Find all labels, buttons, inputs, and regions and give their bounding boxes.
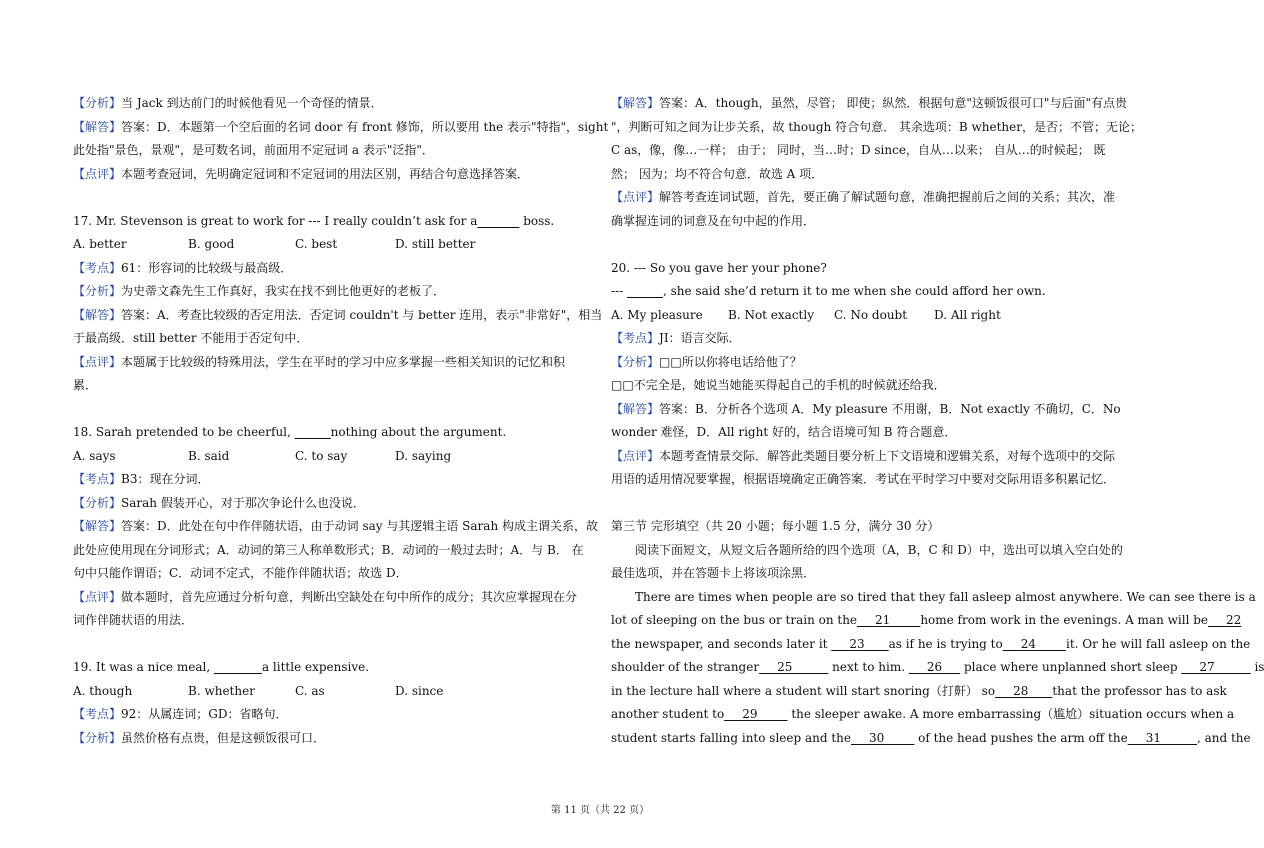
- blank-26: ___26___: [908, 660, 961, 674]
- blank-30: ___30_____: [851, 730, 915, 745]
- q19-option-b: B. whether: [188, 683, 255, 698]
- passage-line-6: another student to___29_____ the sleeper awake. A more embarrassing（尴尬）situation occurs when a: [611, 707, 1235, 721]
- q16-answer-cont: 此处指"景色，景观"，是可数名词，前面用不定冠词 a 表示"泛指"．: [73, 143, 434, 157]
- q19-stem: 19. It was a nice meal, ________a little expensive.: [73, 660, 370, 674]
- q17-option-d: D. still better: [395, 237, 476, 251]
- q20-option-c: C. No doubt: [834, 307, 908, 322]
- q17-stem: 17. Mr. Stevenson is great to work for --- I really couldn’t ask for a_______ boss.: [73, 213, 555, 228]
- q17-options: [73, 233, 591, 257]
- q18-option-a: A. says: [73, 448, 116, 463]
- q18-answer-cont-2: 句中只能作谓语；C．动词不定式，不能作伴随状语；故选 D．: [73, 566, 408, 580]
- q18-option-d: D. saying: [395, 448, 452, 463]
- q20-keypoint: 【考点】JI：语言交际．: [611, 331, 741, 345]
- q18-comment: 【点评】做本题时，首先应通过分析句意，判断出空缺处在句中所作的成分；其次应掌握现在分: [73, 589, 578, 604]
- q19-answer-cont-1: "，判断可知之间为让步关系，故 though 符合句意． 其余选项：B whether，是否；不管；无论；: [611, 119, 1143, 134]
- q18-answer: 【解答】答案：D．此处在句中作伴随状语，由于动词 say 与其逻辑主语 Sarah 构成主谓关系，故: [73, 519, 598, 533]
- q17-comment-cont: 累．: [73, 378, 98, 392]
- blank-21: ___21_____: [857, 613, 921, 627]
- passage-line-4: shoulder of the stranger___25______ next to him. ___26___ place where unplanned short sleep ___27______ is: [611, 660, 1264, 674]
- q20-option-a: A. My pleasure: [611, 307, 703, 322]
- q16-comment: 【点评】本题考查冠词，先明确定冠词和不定冠词的用法区别，再结合句意选择答案．: [73, 166, 530, 181]
- cloze-instruction: 阅读下面短文，从短文后各题所给的四个选项（A，B，C 和 D）中，选出可以填入空白处的: [635, 542, 1123, 557]
- blank-29: ___29_____: [724, 707, 788, 721]
- q18-keypoint: 【考点】B3：现在分词．: [73, 472, 210, 486]
- blank-24: ___24_____: [1002, 636, 1066, 651]
- q16-answer: 【解答】答案：D．本题第一个空后面的名词 door 有 front 修饰，所以要用 the 表示"特指"，sight: [73, 119, 609, 134]
- cloze-instruction-cont: 最佳选项，并在答题卡上将该项涂黑．: [611, 566, 816, 580]
- q19-comment: 【点评】解答考查连词试题，首先，要正确了解试题句意，准确把握前后之间的关系；其次，准: [611, 190, 1116, 204]
- q19-comment-cont: 确掌握连词的词意及在句中起的作用．: [611, 213, 816, 228]
- q20-analysis: 【分析】□□所以你将电话给他了？: [611, 354, 802, 369]
- q18-options: [73, 445, 591, 469]
- q20-option-d: D. All right: [934, 307, 1001, 322]
- right-column: [611, 92, 1264, 750]
- q17-option-c: C. best: [295, 237, 338, 251]
- q19-answer-cont-3: 然； 因为；均不符合句意．故选 A 项．: [611, 166, 824, 181]
- q18-analysis: 【分析】Sarah 假装开心，对于那次争论什么也没说．: [73, 495, 365, 510]
- q19-options: [73, 680, 591, 704]
- q18-stem: 18. Sarah pretended to be cheerful, ______nothing about the argument.: [73, 425, 507, 439]
- q19-answer: 【解答】答案：A．though，虽然，尽管； 即使；纵然．根据句意"这顿饭很可口"与后面"有点贵: [611, 96, 1127, 110]
- blank-31: ___31______: [1127, 730, 1197, 745]
- q17-answer: 【解答】答案：A．考查比较级的否定用法．否定词 couldn't 与 better 连用，表示"非常好"，相当: [73, 307, 603, 322]
- passage-line-3: the newspaper, and seconds later it ___23____as if he is trying to___24_____it. Or he will fall asleep on the: [611, 636, 1251, 651]
- blank-25: ___25______: [759, 660, 829, 674]
- q20-comment: 【点评】本题考查情景交际．解答此类题目要分析上下文语境和逻辑关系，对每个选项中的交际: [611, 448, 1116, 463]
- q17-option-b: B. good: [188, 237, 235, 251]
- q19-analysis: 【分析】虽然价格有点贵，但是这顿饭很可口．: [73, 730, 326, 745]
- q19-option-c: C. as: [295, 683, 325, 698]
- passage-line-2: lot of sleeping on the bus or train on the___21_____home from work in the evenings. A man will be___22: [611, 613, 1242, 627]
- q20-analysis-cont: □□不完全是，她说当她能买得起自己的手机的时候就还给我．: [611, 378, 946, 392]
- q20-comment-cont: 用语的适用情况要掌握，根据语境确定正确答案．考试在平时学习中要对交际用语多积累记忆．: [611, 472, 1116, 486]
- blank-28: ___28____: [995, 683, 1053, 698]
- q19-option-d: D. since: [395, 683, 444, 698]
- blank-27: ___27______: [1181, 660, 1251, 674]
- q20-stem: 20. --- So you gave her your phone?: [611, 260, 827, 275]
- q20-answer-cont: wonder 难怪，D．All right 好的，结合语境可知 B 符合题意．: [611, 425, 957, 439]
- passage-line-5: in the lecture hall where a student will start snoring（打鼾） so___28____that the professor has to ask: [611, 683, 1227, 698]
- q20-stem-reply: --- ______, she said she’d return it to me when she could afford her own.: [611, 284, 1046, 298]
- q18-option-c: C. to say: [295, 448, 348, 463]
- q17-answer-cont: 于最高级．still better 不能用于否定句中．: [73, 331, 309, 345]
- q18-answer-cont-1: 此处应使用现在分词形式；A．动词的第三人称单数形式；B．动词的一般过去时；A．与 B． 在: [73, 542, 584, 557]
- q18-option-b: B. said: [188, 448, 230, 463]
- section-title: 第三节 完形填空（共 20 小题；每小题 1.5 分，满分 30 分）: [611, 519, 940, 533]
- q17-keypoint: 【考点】61：形容词的比较级与最高级．: [73, 260, 293, 275]
- q18-comment-cont: 词作伴随状语的用法．: [73, 613, 194, 627]
- left-column: [73, 92, 609, 750]
- q16-analysis: 【分析】当 Jack 到达前门的时候他看见一个奇怪的情景．: [73, 96, 383, 110]
- q17-option-a: A. better: [73, 237, 127, 251]
- passage-line-1: There are times when people are so tired that they fall asleep almost anywhere. We can see there is a: [635, 589, 1256, 604]
- q19-answer-cont-2: C as，像，像…一样； 由于； 同时，当…时；D since，自从…以来； 自从…的时候起； 既: [611, 143, 1106, 157]
- q17-analysis: 【分析】为史蒂文森先生工作真好，我实在找不到比他更好的老板了．: [73, 284, 446, 298]
- passage-line-7: student starts falling into sleep and the___30_____ of the head pushes the arm off the___31______, and the: [611, 730, 1251, 745]
- q17-comment: 【点评】本题属于比较级的特殊用法，学生在平时的学习中应多掌握一些相关知识的记忆和积: [73, 354, 566, 369]
- q20-answer: 【解答】答案：B．分析各个选项 A．My pleasure 不用谢，B．Not exactly 不确切，C．No: [611, 401, 1121, 416]
- blank-22: ___22: [1208, 613, 1242, 627]
- q19-keypoint: 【考点】92：从属连词；GD：省略句．: [73, 707, 288, 721]
- q20-options: [611, 304, 1129, 328]
- q19-option-a: A. though: [73, 683, 133, 698]
- blank-23: ___23____: [831, 636, 889, 651]
- q20-option-b: B. Not exactly: [728, 307, 814, 322]
- page-footer: 第 11 页（共 22 页）: [550, 805, 650, 816]
